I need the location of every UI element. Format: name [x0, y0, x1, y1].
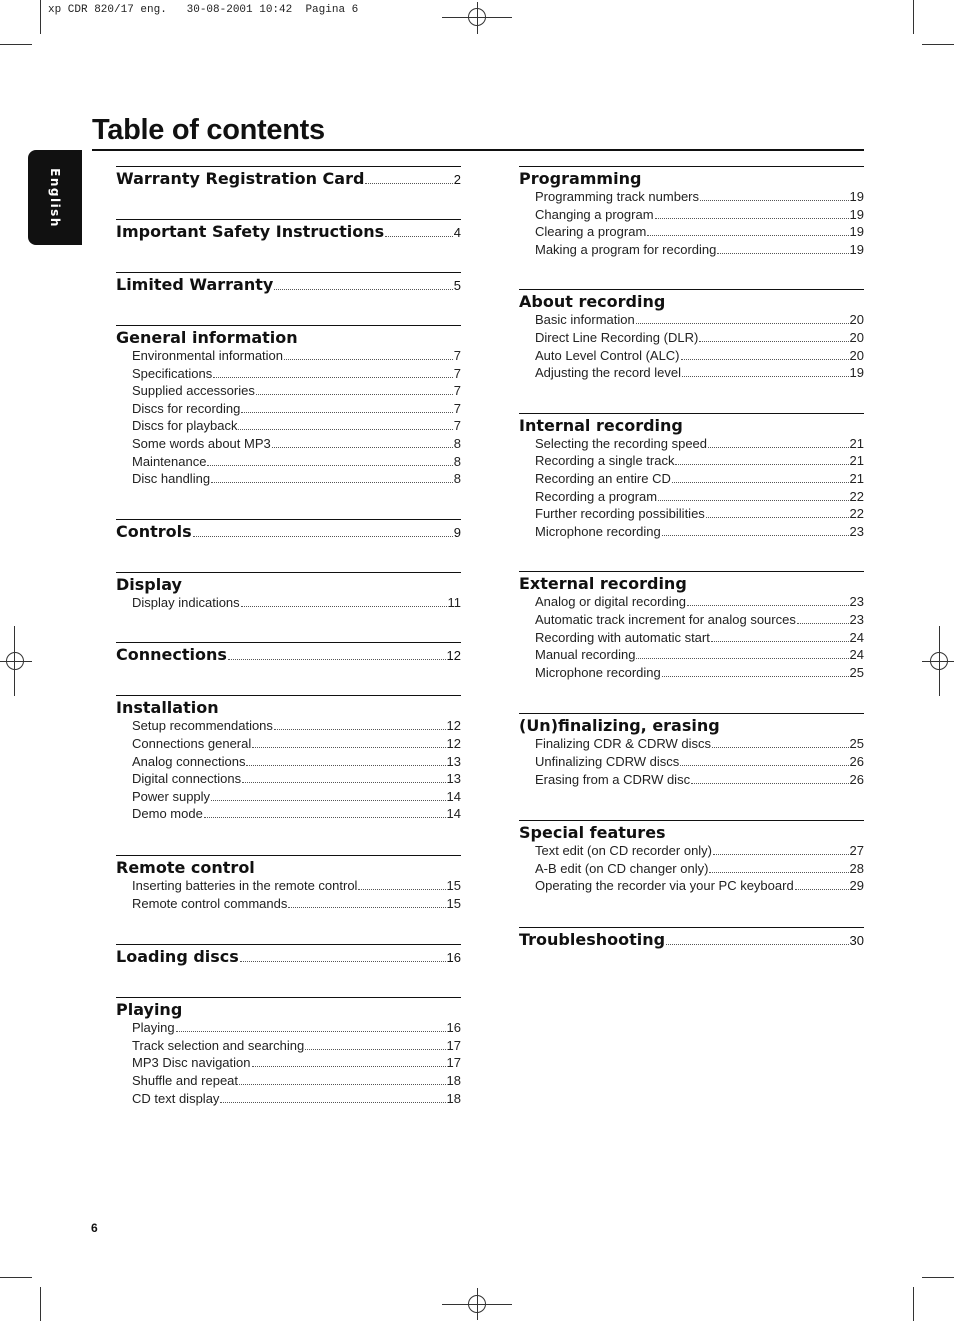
toc-entry-text: Microphone recording [535, 523, 661, 539]
toc-entry[interactable] [535, 860, 864, 878]
toc-section-title: Special features [519, 823, 666, 843]
toc-section-heading[interactable] [519, 415, 864, 437]
toc-section-title: Controls [116, 521, 192, 541]
toc-section-heading[interactable] [116, 327, 461, 349]
toc-entry-list [519, 311, 864, 381]
crop-mark [0, 44, 32, 45]
toc-entry-list [116, 594, 461, 612]
toc-section-title: Display [116, 574, 182, 594]
dot-leader [681, 359, 849, 360]
toc-entry-page: 23 [849, 611, 864, 627]
toc-entry[interactable] [132, 453, 461, 471]
toc-entry-page: 26 [849, 753, 864, 769]
toc-section-title: Internal recording [519, 415, 683, 435]
toc-entry-text: Automatic track increment for analog sources [535, 611, 796, 627]
toc-section-heading[interactable] [116, 857, 461, 879]
toc-entry-page: 12 [446, 718, 461, 734]
toc-section-title: General information [116, 328, 298, 347]
dot-leader [636, 323, 849, 324]
toc-entry[interactable] [132, 417, 461, 435]
toc-entry[interactable] [535, 593, 864, 611]
crop-mark [922, 661, 954, 662]
dot-leader [682, 376, 849, 377]
toc-right-column [519, 166, 864, 980]
dot-leader [204, 817, 446, 818]
toc-entry-text: Digital connections [132, 771, 242, 787]
dot-leader [211, 482, 453, 483]
crop-mark [477, 2, 478, 34]
dot-leader [239, 1084, 446, 1085]
toc-entry-text: Display indications [132, 594, 240, 610]
toc-section-title: Warranty Registration Card [116, 169, 365, 188]
toc-entry-page: 7 [453, 400, 461, 416]
toc-entry-text: Recording an entire CD [535, 470, 671, 486]
dot-leader [240, 961, 446, 962]
dot-leader [712, 747, 849, 748]
toc-entry-list [519, 842, 864, 895]
toc-entry-list [519, 435, 864, 541]
toc-entry[interactable] [132, 382, 461, 400]
toc-entry[interactable] [132, 877, 461, 895]
dot-leader [636, 658, 848, 659]
dot-leader [207, 465, 452, 466]
toc-entry-text: Erasing from a CDRW disc [535, 771, 691, 787]
toc-section [519, 820, 864, 927]
toc-entry-page: 29 [849, 878, 864, 894]
toc-entry-page: 22 [849, 488, 864, 504]
crop-mark [922, 1277, 954, 1278]
toc-entry[interactable] [132, 1019, 461, 1037]
toc-entry-page: 11 [447, 594, 461, 610]
toc-entry-text: Making a program for recording [535, 241, 717, 257]
toc-entry-page: 13 [446, 753, 461, 769]
toc-entry-page: 24 [849, 647, 864, 663]
toc-entry[interactable] [535, 771, 864, 789]
toc-entry-page: 28 [849, 860, 864, 876]
toc-entry-text: A-B edit (on CD changer only) [535, 860, 709, 876]
toc-section-title: (Un)finalizing, erasing [519, 716, 720, 736]
toc-section [519, 289, 864, 412]
dot-leader [713, 854, 849, 855]
dot-leader [242, 782, 445, 783]
dot-leader [647, 235, 848, 236]
dot-leader [365, 183, 452, 184]
toc-entry-text: Operating the recorder via your PC keyboard [535, 878, 794, 894]
dot-leader [662, 676, 849, 677]
dot-leader [252, 1066, 446, 1067]
toc-section-title: Loading discs [116, 947, 239, 967]
toc-entry-page: 19 [849, 241, 864, 257]
toc-entry[interactable] [132, 594, 461, 612]
toc-entry-page: 8 [453, 453, 461, 469]
toc-section-title: Installation [116, 698, 219, 718]
toc-section [519, 571, 864, 713]
toc-entry[interactable] [535, 329, 864, 347]
toc-section-title: External recording [519, 574, 687, 594]
toc-entry-text: Analog connections [132, 753, 246, 769]
toc-entry-page: 7 [453, 348, 461, 363]
toc-section-heading[interactable] [519, 929, 864, 952]
toc-section-title: Connections [116, 645, 227, 665]
toc-entry-page: 21 [849, 453, 864, 469]
toc-section-title: Programming [519, 169, 642, 188]
toc-entry-page: 14 [446, 788, 461, 804]
toc-entry-page: 19 [849, 189, 864, 204]
toc-section [116, 325, 461, 519]
toc-entry-page: 23 [849, 523, 864, 539]
toc-entry-page: 7 [453, 418, 461, 434]
dot-leader [305, 1049, 445, 1050]
crop-mark [40, 0, 41, 34]
toc-section [519, 166, 864, 289]
toc-entry[interactable] [535, 364, 864, 382]
toc-entry[interactable] [132, 435, 461, 453]
toc-entry-text: Supplied accessories [132, 383, 255, 399]
dot-leader [687, 605, 848, 606]
toc-entry[interactable] [535, 664, 864, 682]
toc-entry[interactable] [535, 629, 864, 647]
toc-entry[interactable] [132, 770, 461, 788]
toc-entry-page: 26 [849, 771, 864, 787]
toc-section-heading[interactable] [116, 168, 461, 191]
toc-entry-list [519, 735, 864, 788]
dot-leader [706, 517, 849, 518]
toc-entry-text: Disc handling [132, 471, 211, 487]
dot-leader [220, 1102, 445, 1103]
dot-leader [385, 236, 453, 237]
toc-entry-page: 17 [446, 1037, 461, 1053]
toc-entry[interactable] [132, 400, 461, 418]
toc-entry[interactable] [535, 347, 864, 365]
toc-entry[interactable] [132, 788, 461, 806]
dot-leader [246, 765, 445, 766]
page-title: Table of contents [92, 114, 325, 146]
toc-entry-text: Maintenance [132, 453, 207, 469]
toc-entry-page: 15 [446, 895, 461, 911]
dot-leader [666, 944, 848, 945]
dot-leader [241, 606, 447, 607]
toc-entry-text: Clearing a program [535, 224, 647, 240]
toc-entry-text: Discs for playback [132, 418, 238, 434]
dot-leader [658, 500, 848, 501]
dot-leader [680, 765, 848, 766]
toc-section-heading[interactable] [116, 644, 461, 667]
toc-entry-text: Inserting batteries in the remote control [132, 877, 358, 893]
toc-entry[interactable] [535, 735, 864, 753]
toc-entry-text: Direct Line Recording (DLR) [535, 329, 699, 345]
toc-entry-text: Analog or digital recording [535, 594, 687, 610]
toc-entry-list [116, 877, 461, 912]
toc-section [116, 997, 461, 1108]
toc-entry-text: Recording with automatic start [535, 629, 710, 645]
dot-leader [797, 623, 849, 624]
dot-leader [241, 412, 452, 413]
toc-entry-page: 19 [849, 224, 864, 240]
toc-section-title: Remote control [116, 857, 255, 877]
dot-leader [717, 253, 848, 254]
toc-section [116, 519, 461, 572]
toc-entry-page: 22 [849, 506, 864, 522]
toc-entry[interactable] [132, 1037, 461, 1055]
toc-entry-page: 18 [446, 1090, 461, 1106]
toc-entry-text: CD text display [132, 1090, 220, 1106]
toc-entry-page: 20 [849, 329, 864, 345]
crop-mark [0, 661, 32, 662]
toc-entry-page: 24 [849, 629, 864, 645]
toc-entry[interactable] [132, 1090, 461, 1108]
toc-entry-page: 7 [453, 383, 461, 399]
toc-entry-page: 17 [446, 1055, 461, 1071]
toc-section [116, 855, 461, 944]
toc-entry-text: Manual recording [535, 647, 636, 663]
toc-entry[interactable] [535, 842, 864, 860]
toc-entry-page: 25 [849, 736, 864, 752]
toc-entry-text: Shuffle and repeat [132, 1072, 239, 1088]
toc-entry-text: Track selection and searching [132, 1037, 305, 1053]
toc-section-heading[interactable] [116, 697, 461, 719]
toc-section-heading[interactable] [116, 999, 461, 1021]
toc-entry-page: 27 [849, 843, 864, 859]
language-tab [28, 150, 82, 245]
toc-entry-page: 21 [849, 435, 864, 451]
toc-entry-list [519, 188, 864, 258]
toc-entry-page: 19 [849, 365, 864, 381]
toc-section-heading[interactable] [116, 946, 461, 969]
toc-entry[interactable] [132, 347, 461, 365]
toc-entry-page: 19 [849, 206, 864, 222]
dot-leader [213, 377, 453, 378]
toc-section-title: Important Safety Instructions [116, 222, 385, 241]
toc-entry-text: Basic information [535, 312, 635, 328]
toc-entry-page: 21 [849, 470, 864, 486]
toc-entry[interactable] [535, 523, 864, 541]
toc-entry[interactable] [132, 470, 461, 488]
toc-entry-text: Text edit (on CD recorder only) [535, 843, 713, 859]
toc-entry[interactable] [132, 753, 461, 771]
toc-section-heading[interactable] [519, 168, 864, 190]
crop-mark [913, 0, 914, 34]
toc-entry[interactable] [132, 895, 461, 913]
toc-section [116, 272, 461, 325]
toc-section-heading[interactable] [519, 715, 864, 737]
toc-entry-list [116, 717, 461, 823]
dot-leader [699, 341, 848, 342]
toc-section-title: About recording [519, 292, 666, 312]
toc-entry-text: Recording a program [535, 488, 658, 504]
toc-entry-page: 20 [849, 312, 864, 328]
crop-mark [922, 44, 954, 45]
toc-section-heading[interactable] [116, 274, 461, 297]
dot-leader [274, 289, 452, 290]
toc-section [116, 572, 461, 643]
toc-entry-text: Environmental information [132, 348, 284, 363]
toc-entry[interactable] [132, 365, 461, 383]
toc-entry-text: Finalizing CDR & CDRW discs [535, 736, 712, 752]
toc-entry[interactable] [535, 206, 864, 224]
toc-entry-text: Some words about MP3 [132, 435, 271, 451]
language-tab-label: English [48, 167, 62, 228]
toc-section-page: 16 [446, 950, 461, 966]
toc-entry[interactable] [132, 1072, 461, 1090]
page-number: 6 [91, 1221, 98, 1235]
toc-section-title: Limited Warranty [116, 275, 274, 294]
dot-leader [709, 872, 848, 873]
toc-entry-page: 13 [446, 771, 461, 787]
toc-entry-text: Selecting the recording speed [535, 435, 708, 451]
crop-mark [40, 1287, 41, 1321]
toc-entry-text: Further recording possibilities [535, 506, 705, 522]
dot-leader [358, 889, 445, 890]
toc-section [116, 166, 461, 219]
dot-leader [795, 889, 849, 890]
toc-entry[interactable] [535, 753, 864, 771]
toc-entry[interactable] [535, 435, 864, 453]
toc-section [116, 219, 461, 272]
toc-entry-text: MP3 Disc navigation [132, 1055, 251, 1071]
toc-entry[interactable] [535, 311, 864, 329]
toc-entry-page: 8 [453, 435, 461, 451]
toc-entry-text: Connections general [132, 735, 252, 751]
dot-leader [708, 447, 849, 448]
toc-entry-list [519, 593, 864, 681]
toc-entry-text: Discs for recording [132, 400, 241, 416]
dot-leader [288, 907, 445, 908]
dot-leader [238, 429, 452, 430]
toc-entry-text: Recording a single track [535, 453, 675, 469]
toc-entry-page: 16 [446, 1020, 461, 1036]
toc-entry[interactable] [535, 646, 864, 664]
toc-section-heading[interactable] [116, 574, 461, 596]
dot-leader [655, 218, 849, 219]
toc-entry[interactable] [132, 735, 461, 753]
toc-section-heading[interactable] [116, 221, 461, 244]
toc-section-heading[interactable] [116, 521, 461, 544]
toc-entry[interactable] [535, 452, 864, 470]
toc-entry[interactable] [535, 877, 864, 895]
dot-leader [691, 783, 848, 784]
toc-entry-text: Setup recommendations [132, 718, 273, 734]
toc-entry-page: 18 [446, 1072, 461, 1088]
toc-entry-text: Programming track numbers [535, 189, 699, 204]
toc-entry-text: Specifications [132, 365, 213, 381]
toc-section-page: 2 [453, 172, 461, 187]
toc-section [519, 927, 864, 980]
toc-entry-text: Remote control commands [132, 895, 288, 911]
toc-section [116, 695, 461, 855]
toc-entry-page: 23 [849, 594, 864, 610]
toc-section [116, 944, 461, 997]
toc-entry-page: 7 [453, 365, 461, 381]
toc-section [519, 413, 864, 572]
toc-entry-page: 12 [446, 735, 461, 751]
toc-section-page: 30 [849, 932, 864, 948]
dot-leader [256, 394, 453, 395]
toc-entry-page: 8 [453, 471, 461, 487]
toc-entry-page: 15 [446, 877, 461, 893]
toc-section-title: Troubleshooting [519, 929, 666, 949]
toc-entry[interactable] [535, 505, 864, 523]
toc-left-column [116, 166, 461, 1108]
toc-entry[interactable] [132, 717, 461, 735]
toc-entry[interactable] [535, 470, 864, 488]
toc-section-heading[interactable] [519, 573, 864, 595]
toc-section [116, 642, 461, 695]
title-rule [92, 149, 864, 151]
dot-leader [700, 200, 849, 201]
crop-mark [477, 1288, 478, 1320]
dot-leader [176, 1031, 446, 1032]
toc-entry-text: Power supply [132, 788, 211, 804]
toc-entry-page: 20 [849, 347, 864, 363]
toc-entry-page: 14 [446, 806, 461, 822]
toc-entry[interactable] [535, 241, 864, 259]
dot-leader [284, 359, 453, 360]
crop-mark [913, 1287, 914, 1321]
dot-leader [662, 535, 849, 536]
toc-entry[interactable] [535, 488, 864, 506]
toc-entry[interactable] [132, 1054, 461, 1072]
dot-leader [228, 659, 446, 660]
toc-entry-page: 25 [849, 664, 864, 680]
toc-entry-text: Playing [132, 1020, 175, 1036]
toc-entry-list [116, 347, 461, 488]
dot-leader [193, 536, 453, 537]
toc-entry-list [116, 1019, 461, 1107]
toc-entry-text: Microphone recording [535, 664, 661, 680]
toc-section-heading[interactable] [519, 822, 864, 844]
toc-entry-text: Unfinalizing CDRW discs [535, 753, 680, 769]
toc-entry[interactable] [132, 805, 461, 823]
dot-leader [675, 464, 848, 465]
print-header: xp CDR 820/17 eng. 30-08-2001 10:42 Pagina 6 [48, 4, 359, 16]
toc-section-page: 9 [453, 524, 461, 540]
toc-entry-text: Demo mode [132, 806, 203, 822]
dot-leader [252, 747, 445, 748]
dot-leader [211, 800, 445, 801]
toc-entry[interactable] [535, 188, 864, 206]
dot-leader [274, 729, 446, 730]
toc-section-page: 4 [453, 225, 461, 240]
toc-entry-text: Changing a program [535, 206, 654, 222]
toc-entry-text: Adjusting the record level [535, 365, 681, 381]
toc-entry[interactable] [535, 611, 864, 629]
dot-leader [711, 641, 849, 642]
toc-entry-text: Auto Level Control (ALC) [535, 347, 680, 363]
toc-section-heading[interactable] [519, 291, 864, 313]
toc-section-title: Playing [116, 1000, 183, 1020]
dot-leader [672, 482, 849, 483]
toc-section-page: 12 [446, 648, 461, 664]
dot-leader [272, 447, 453, 448]
crop-mark [0, 1277, 32, 1278]
toc-section [519, 713, 864, 820]
toc-entry[interactable] [535, 223, 864, 241]
toc-section-page: 5 [453, 278, 461, 293]
